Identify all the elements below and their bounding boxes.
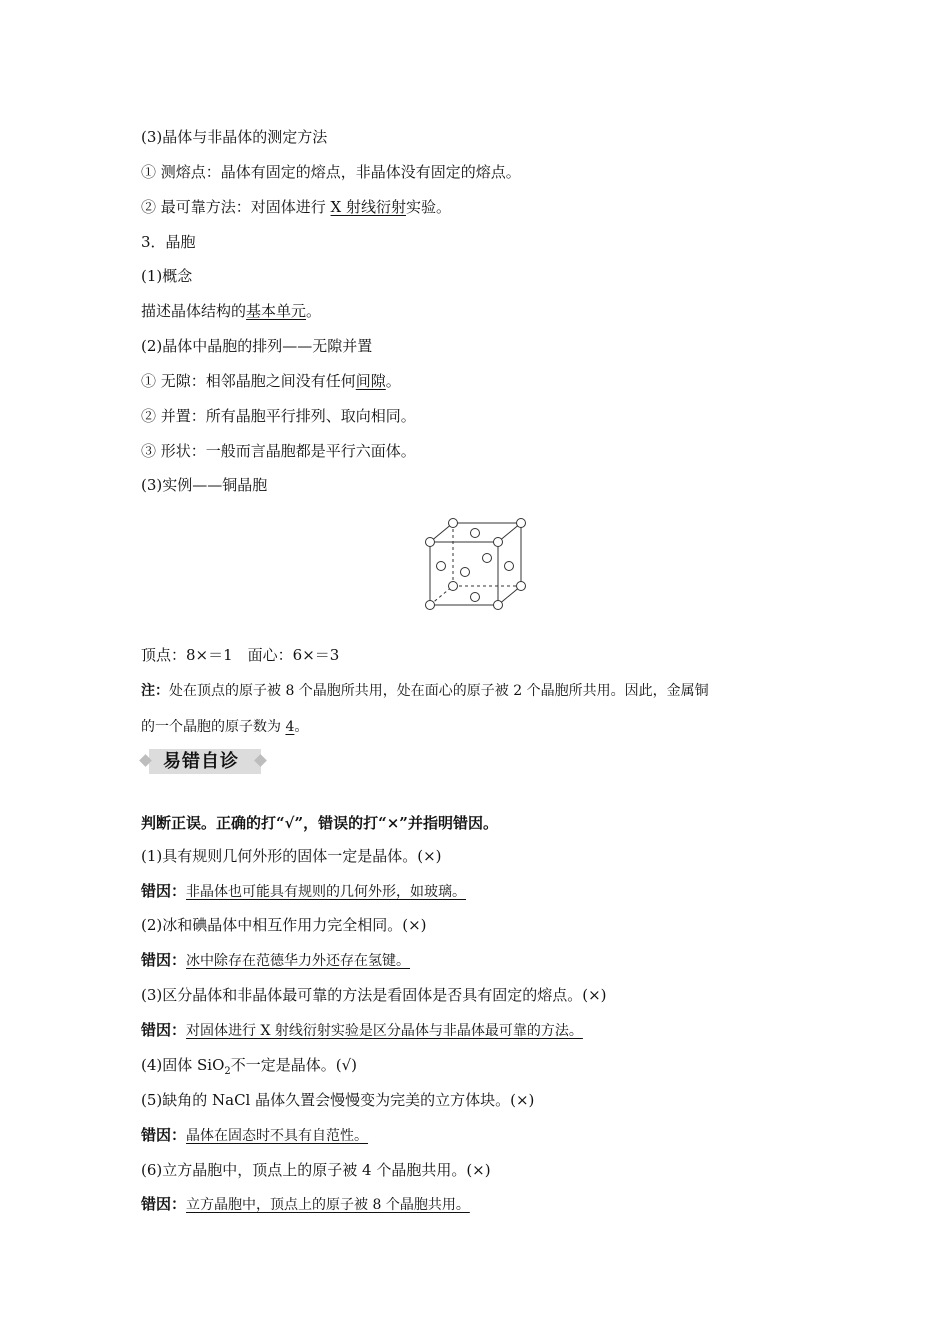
reason-text: 立方晶胞中，顶点上的原子被 8 个晶胞共用。 [186, 1197, 470, 1213]
quiz-question-5: (5)缺角的 NaCl 晶体久置会慢慢变为完美的立方体块。(×) [141, 1091, 535, 1109]
section-badge-self-check [141, 746, 271, 776]
copper-unit-cell-diagram [420, 515, 532, 613]
reason-text: 冰中除存在范德华力外还存在氢键。 [186, 953, 411, 969]
quiz-question-6: (6)立方晶胞中，顶点上的原子被 4 个晶胞共用。(×) [141, 1161, 491, 1179]
quiz-intro: 判断正误。正确的打“√”，错误的打“×”并指明错因。 [141, 814, 498, 832]
answer-gap: 间隙 [355, 372, 386, 390]
badge-label: 易错自诊 [163, 751, 239, 772]
answer-atom-count: 4 [285, 719, 295, 735]
quiz-question-3: (3)区分晶体和非晶体最可靠的方法是看固体是否具有固定的熔点。(×) [141, 986, 607, 1004]
measure-melting-point: ① 测熔点：晶体有固定的熔点，非晶体没有固定的熔点。 [141, 163, 521, 181]
quiz-reason-3: 错因：对固体进行 X 射线衍射实验是区分晶体与非晶体最可靠的方法。 [141, 1021, 583, 1039]
quiz-reason-6: 错因：立方晶胞中，顶点上的原子被 8 个晶胞共用。 [141, 1195, 470, 1213]
cell-title: 3．晶胞 [141, 233, 196, 251]
quiz-reason-5: 错因：晶体在固态时不具有自范性。 [141, 1126, 369, 1144]
quiz-reason-2: 错因：冰中除存在范德华力外还存在氢键。 [141, 951, 411, 969]
quiz-question-1: (1)具有规则几何外形的固体一定是晶体。(×) [141, 847, 442, 865]
section-heading-measurement: (3)晶体与非晶体的测定方法 [141, 128, 328, 146]
reason-text: 晶体在固态时不具有自范性。 [186, 1128, 369, 1144]
answer-basic-unit: 基本单元 [246, 302, 307, 320]
arrange-item-2: ② 并置：所有晶胞平行排列、取向相同。 [141, 407, 416, 425]
reason-text: 对固体进行 X 射线衍射实验是区分晶体与非晶体最可靠的方法。 [186, 1023, 583, 1039]
atom-count-line: 顶点：8×＝1 面心：6×＝3 [141, 646, 340, 664]
quiz-reason-1: 错因：非晶体也可能具有规则的几何外形，如玻璃。 [141, 882, 467, 900]
arrange-item-3: ③ 形状：一般而言晶胞都是平行六面体。 [141, 442, 416, 460]
arrange-heading: (2)晶体中晶胞的排列——无隙并置 [141, 337, 373, 355]
note-line-2: 的一个晶胞的原子数为 4。 [141, 719, 309, 735]
note-label: 注： [141, 683, 169, 699]
quiz-question-2: (2)冰和碘晶体中相互作用力完全相同。(×) [141, 916, 427, 934]
example-heading: (3)实例——铜晶胞 [141, 476, 268, 494]
note-line-1: 注：处在顶点的原子被 8 个晶胞所共用，处在面心的原子被 2 个晶胞所共用。因此，金属铜 [141, 683, 709, 699]
reason-text: 非晶体也可能具有规则的几何外形，如玻璃。 [186, 884, 467, 900]
arrange-item-1: ① 无隙：相邻晶胞之间没有任何间隙。 [141, 372, 401, 390]
concept-text: 描述晶体结构的基本单元。 [141, 302, 322, 320]
concept-heading: (1)概念 [141, 267, 193, 285]
measure-xray: ② 最可靠方法：对固体进行 X 射线衍射实验。 [141, 198, 452, 216]
quiz-question-4: (4)固体 SiO$_2$不一定是晶体。(√) [141, 1056, 358, 1077]
answer-xray: X 射线衍射 [330, 198, 406, 216]
